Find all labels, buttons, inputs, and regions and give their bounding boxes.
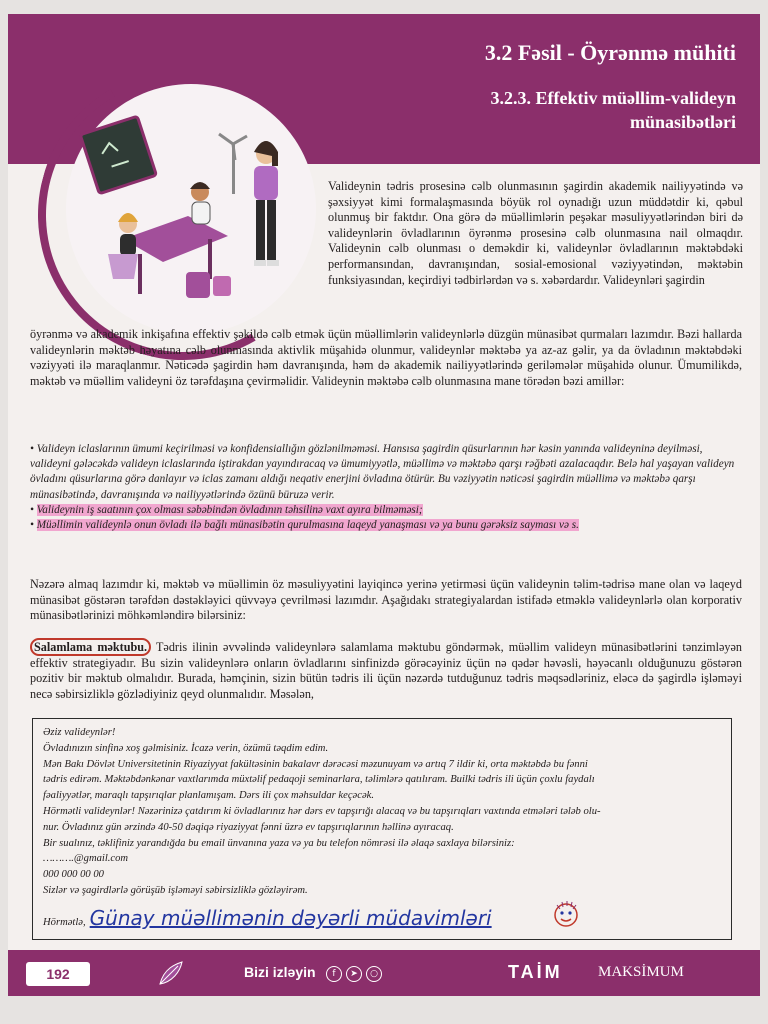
list-item: • Valideynin iş saatının çox olması səbəbindən övladının təhsilinə vaxt ayıra bilməməsi; <box>30 503 423 516</box>
letter-line: ……….@gmail.com <box>43 853 129 865</box>
desk <box>123 216 228 294</box>
letter-line: nur. Övladınız gün ərzində 40-50 dəqiqə riyaziyyat fənni üzrə ev tapşırıqlarının həllinə ayıracaq. <box>43 821 454 833</box>
body-paragraph-2: Nəzərə almaq lazımdır ki, məktəb və müəllimin öz məsuliyyətini layiqincə yerinə yetirməsi üçün valideynin təlim-tədrisə mane olan və laqeyd münasibət göstərən tərəfdən dəstəkləyici qüvvəyə çevrilməsi lazımdır. Aşağıdakı strategiyalardan istifadə etməklə valideynlərlə olan korporativ münasibətlərinizi möhkəmləndirə bilərsiniz: <box>30 577 742 623</box>
letter-line: 000 000 00 00 <box>43 869 104 881</box>
closing-text: Hörmətlə, <box>43 917 86 929</box>
section-title: 3.2.3. Effektiv müəllim-valideyn münasibətləri <box>490 88 736 132</box>
wind-turbine <box>219 134 247 194</box>
letter-line: Mən Bakı Dövlət Universitetinin Riyaziyyat fakültəsinin bakalavr dərəcəsi məzunuyam və artıq 7 ildir ki, orta məktəbdə bu fənni <box>43 758 588 770</box>
letter-line: Övladınızın sinfinə xoş gəlmisiniz. İcazə verin, özümü təqdim edim. <box>43 742 329 754</box>
intro-paragraph: Valideynin tədris prosesinə cəlb olunmasının şagirdin akademik nailiyyətində və şəxsiyyət kimi formalaşmasında böyük rol oynadığı uzun müddətdir ki, qəbul olunmuş bir faktdır. Ona görə də müəllimlərin peşəkar məsuliyyətlərindən biri də valideynlərin övladlarının öyrənmə prosesinə cəlb olunmasına nail olmaqdır. Valideynin cəlb olunması o deməkdir ki, valideynlər övladlarının məktəbdəki performansından, davranışından, sosial-emosional vəziyyətindən, məktəbin funksiyasından, keçirdiyi tədbirlərdən və s. xəbərdardır. Valideynləri şagirdin <box>328 179 743 287</box>
telegram-icon[interactable]: ➤ <box>346 966 362 982</box>
list-item: • Valideyn iclaslarının ümumi keçirilməsi və konfidensiallığın gözlənilməməsi. Hansısa şagirdin qüsurlarının hər kəsin yanında valideyninə deyilməsi, valideyni gələcəkdə valideyn iclaslarında iştirakdan yayındıracaq və ümumiyyətlə, müəllimə və məktəbə qarşı rəğbəti azalacaqdır. Belə hal yaşayan valideyn övladını qüsurlarına görə danlayır və iclas zamanı aldığı neqativ enerjini övladına ötürür. Bu vəziyyətin nəticəsi şagirdin müəllimə və məktəbə qarşı münasibətində, davranışında və nailiyyətlərində özünü büruzə verir. <box>30 443 735 501</box>
chapter-title: 3.2 Fəsil - Öyrənmə mühiti <box>484 40 736 65</box>
letter-line: Sizlər və şagirdlərlə görüşüb işləməyi səbirsizliklə gözləyirəm. <box>43 884 308 896</box>
publisher-logo-maksimum: MAKSİMUM <box>598 964 684 980</box>
list-item-text: Müəllimin valideynlə onun övladı ilə bağlı münasibətin qurulmasına laqeyd yanaşması və ya bunu gərəksiz sayması və s. <box>36 519 579 532</box>
student-girl <box>108 213 138 279</box>
letter-line: Bir sualınız, təklifiniz yarandığda bu email ünvanına yaza və ya bu telefon nömrəsi ilə əlaqə saxlaya bilərsiniz: <box>43 837 515 849</box>
page-number: 192 <box>26 962 90 986</box>
paragraph-text: Tədris ilinin əvvəlində valideynlərə salamlama məktubu göndərmək, müəllim valideyn münasibətlərini tənzimləyən effektiv strategiyadır. Bu sizin valideynlərə onların övladlarını sinfinizdə görəcəyiniz üçün nə qədər həvəsli, həyəcanlı olduğunuzu göstərən pozitiv bir məktub olmalıdır. Burada, həmçinin, sizin bütün tədris ili üçün nəzərdə tutduğunuz tədris məqsədləriniz, eləcə də şagirdlə işləməyi necə səbirsizliklə gözlədiyiniz qeyd olunmalıdır. Məsələn, <box>30 640 742 701</box>
sample-letter-box <box>32 718 732 940</box>
letter-line: tədris edirəm. Məktəbdənkənar vaxtlarımda müxtəlif pedaqoji seminarlara, təlimlərə qatılıram. Builki tədris ili üçün çoxlu faydalı <box>43 774 595 786</box>
classroom-illustration <box>68 104 318 324</box>
list-item: • Müəllimin valideynlə onun övladı ilə bağlı münasibətin qurulmasına laqeyd yanaşması və ya bunu gərəksiz sayması və s. <box>30 519 579 532</box>
follow-us-label: Bizi izləyin <box>244 964 316 980</box>
list-item-text: Valideyn iclaslarının ümumi keçirilməsi və konfidensiallığın gözlənilməməsi. Hansısa şagirdin qüsurlarının hər kəsin yanında valideyninə deyilməsi, valideyni gələcəkdə valideyn iclaslarında iştirakdan yayındıracaq və ümumiyyətlə, müəllimə və məktəbə qarşı rəğbəti azalacaqdır. Belə hal yaşayan valideyn övladını qüsurlarına görə danlayır və iclas zamanı aldığı neqativ enerjini övladına ötürür. Bu vəziyyətin nəticəsi şagirdin müəllimə və məktəbə qarşı münasibətində, davranışında və nailiyyətlərində özünü büruzə verir. <box>30 443 735 501</box>
keyword-greeting-letter: Salamlama məktubu. <box>30 638 151 656</box>
letter-line: Hörmətli valideynlər! Nəzərinizə çatdırım ki övladlarınız hər dərs ev tapşırığı alacaq və bu tapşırıqları vaxtında etmələri tələb olu- <box>43 805 601 817</box>
letter-line: fəaliyyətlər, maraqlı tapşırıqlar planlamışam. Dərs ili çox məhsuldar keçəcək. <box>43 790 374 802</box>
body-paragraph-1: öyrənmə və akademik inkişafına effektiv şəkildə cəlb etmək üçün müəllimlərin valideynlərlə düzgün münasibət qurmaları lazımdır. Bəzi hallarda valideynlərin məktəb həyatına cəlb olunmasında aktivlik müşahidə olunmur, valideynlər məktəbə ya az-az gəlir, ya da övladının məktəbdəki vəziyyəti ilə maraqlanmır. Nəticədə şagirdin həm davranışında, həm də akademik nailiyyətlərində geriləmələr müşahidə olunur. Ümumilikdə, məktəb və müəllim valideyni öz tərəfdaşına çevirməlidir. Valideynin məktəbə cəlb olunmasına mane törədən bəzi amillər: <box>30 327 742 388</box>
publisher-logo-taim: TAİM <box>508 962 563 982</box>
letter-closing <box>43 906 492 931</box>
body-paragraph-3 <box>30 640 742 702</box>
facebook-icon[interactable]: f <box>326 966 342 982</box>
book-page <box>8 14 760 996</box>
chalkboard <box>80 116 156 194</box>
factor-list <box>30 442 742 533</box>
handwritten-signature: Günay müəllimənin dəyərli müdavimləri <box>89 906 492 931</box>
leaf-icon <box>156 958 186 988</box>
letter-line: Əziz valideynlər! <box>43 727 116 738</box>
smiley-face-drawing <box>551 899 581 929</box>
page-footer <box>8 950 760 996</box>
instagram-icon[interactable]: ○ <box>366 966 382 982</box>
teacher <box>254 141 279 266</box>
school-bag <box>186 272 231 298</box>
student-boy <box>190 182 210 224</box>
list-item-text: Valideynin iş saatının çox olması səbəbindən övladının təhsilinə vaxt ayıra bilməməsi; <box>36 503 423 516</box>
